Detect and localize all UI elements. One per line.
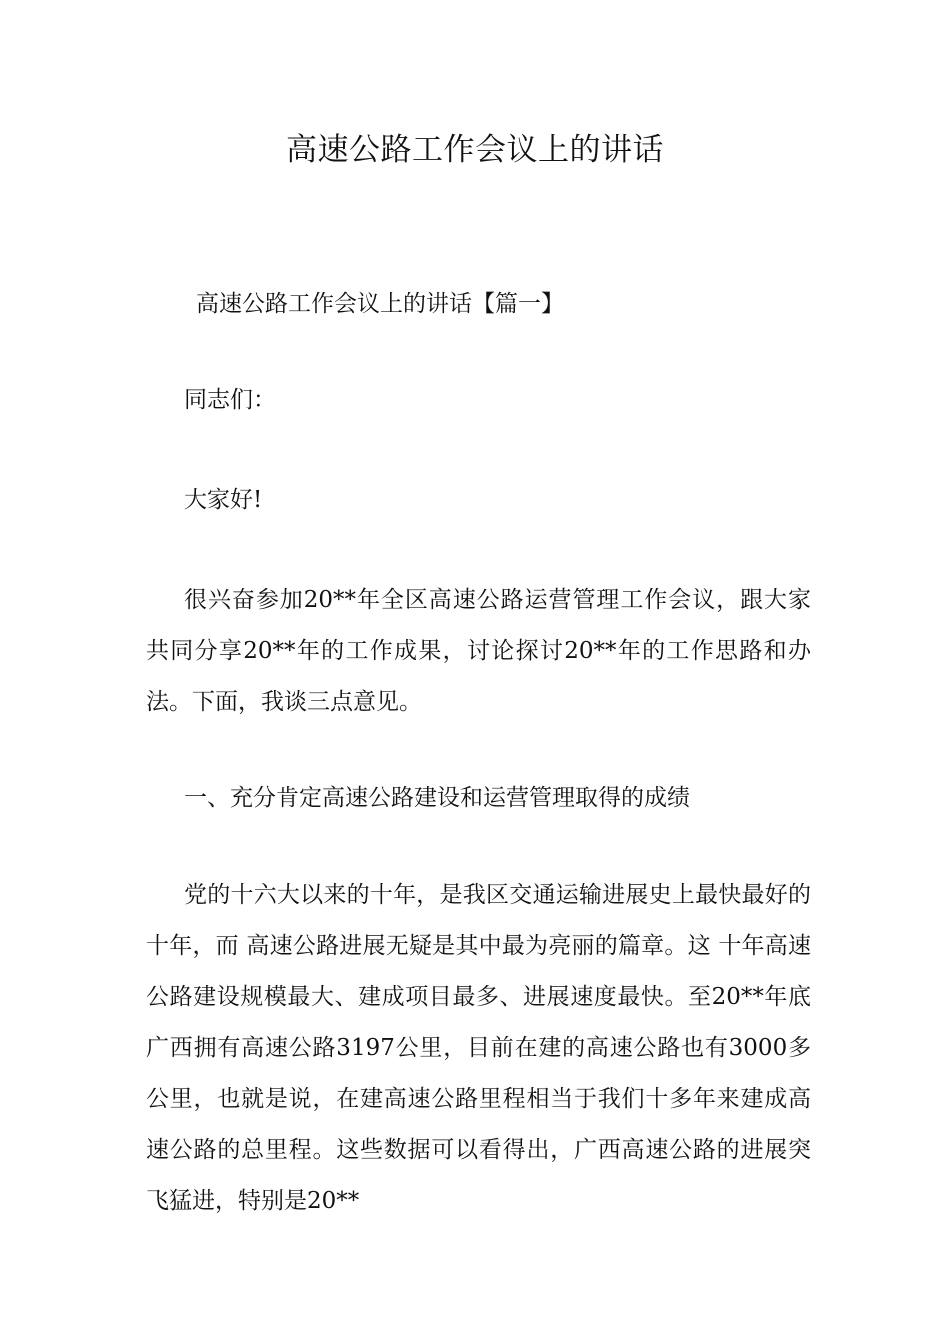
body-paragraph-2: 党的十六大以来的十年，是我区交通运输进展史上最快最好的十年，而 高速公路进展无疑是其中最为亮丽的篇章。这 十年高速公路建设规模最大、建成项目最多、进展速度最快。至20**年底广西拥有高速公路3197公里，目前在建的高速公路也有3000多公里，也就是说，在建高速公路里程相当于我们十多年来建成高速公路的总里程。这些数据可以看得出，广西高速公路的进展突飞猛进，特别是20** <box>146 882 811 1214</box>
document-subtitle: 高速公路工作会议上的讲话【篇一】 <box>196 291 564 317</box>
section-heading-1: 一、充分肯定高速公路建设和运营管理取得的成绩 <box>184 785 690 811</box>
body-paragraph-1: 很兴奋参加20**年全区高速公路运营管理工作会议，跟大家共同分享20**年的工作成果，讨论探讨20**年的工作思路和办法。下面，我谈三点意见。 <box>146 587 811 715</box>
greeting-line: 同志们： <box>184 387 276 413</box>
document-title: 高速公路工作会议上的讲话 <box>286 132 664 168</box>
hello-line: 大家好! <box>184 487 263 513</box>
